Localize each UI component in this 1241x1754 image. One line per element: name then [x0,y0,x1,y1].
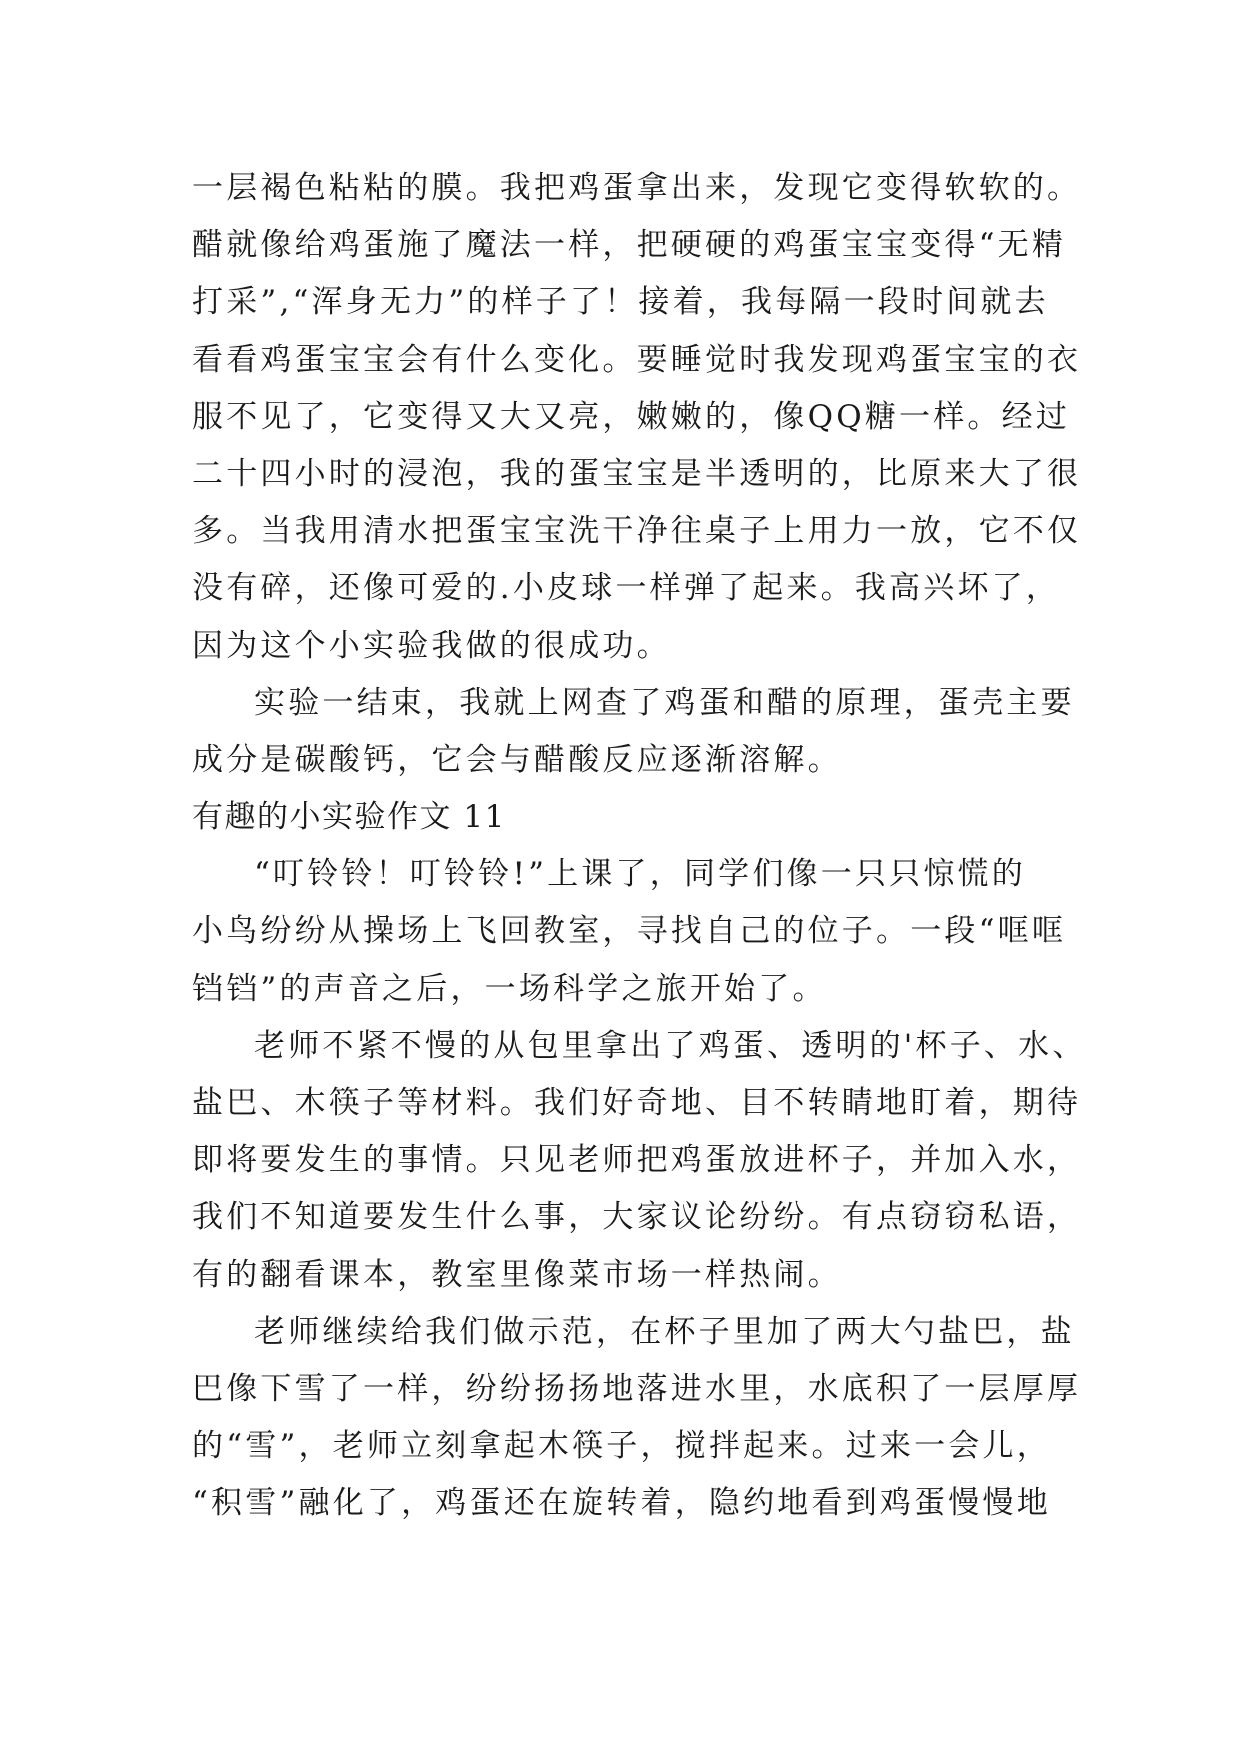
text-line: 实验一结束，我就上网查了鸡蛋和醋的原理，蛋壳主要 [254,684,1075,721]
text-line: 即将要发生的事情。只见老师把鸡蛋放进杯子，并加入水， [192,1142,1082,1179]
section-heading: 有趣的小实验作文 11 [192,799,506,836]
text-line: 二十四小时的浸泡，我的蛋宝宝是半透明的，比原来大了很 [192,455,1082,492]
text-line: 多。当我用清水把蛋宝宝洗干净往桌子上用力一放，它不仅 [192,513,1082,550]
text-line: 因为这个小实验我做的很成功。 [192,627,671,664]
text-line: 老师不紧不慢的从包里拿出了鸡蛋、透明的'杯子、水、 [254,1027,1087,1064]
text-line: 没有碎，还像可爱的.小皮球一样弹了起来。我高兴坏了， [192,570,1061,607]
text-line: “积雪”融化了，鸡蛋还在旋转着，隐约地看到鸡蛋慢慢地 [192,1485,1051,1522]
body-text [192,160,1087,1533]
text-line: 我们不知道要发生什么事，大家议论纷纷。有点窃窃私语， [192,1199,1082,1236]
text-line: 看看鸡蛋宝宝会有什么变化。要睡觉时我发现鸡蛋宝宝的衣 [192,341,1082,378]
text-line: 小鸟纷纷从操场上飞回教室，寻找自己的位子。一段“哐哐 [192,913,1067,950]
text-line: 打采”,“浑身无力”的样子了！接着，我每隔一段时间就去 [192,284,1049,321]
text-line: 服不见了，它变得又大又亮，嫩嫩的，像QQ糖一样。经过 [192,398,1071,435]
text-line: 盐巴、木筷子等材料。我们好奇地、目不转睛地盯着，期待 [192,1085,1082,1121]
text-line: 醋就像给鸡蛋施了魔法一样，把硬硬的鸡蛋宝宝变得“无精 [192,227,1067,264]
text-line: 铛铛”的声音之后，一场科学之旅开始了。 [192,970,827,1007]
text-line: “叮铃铃！叮铃铃!”上课了，同学们像一只只惊慌的 [254,856,1026,893]
text-line: 一层褐色粘粘的膜。我把鸡蛋拿出来，发现它变得软软的。 [192,170,1082,206]
text-line: 巴像下雪了一样，纷纷扬扬地落进水里，水底积了一层厚厚 [192,1370,1082,1407]
text-line: 的“雪”，老师立刻拿起木筷子，搅拌起来。过来一会儿， [192,1428,1051,1465]
text-line: 有的翻看课本，教室里像菜市场一样热闹。 [192,1256,842,1293]
text-line: 老师继续给我们做示范，在杯子里加了两大勺盐巴，盐 [254,1313,1075,1350]
text-line: 成分是碳酸钙，它会与醋酸反应逐渐溶解。 [192,741,842,778]
